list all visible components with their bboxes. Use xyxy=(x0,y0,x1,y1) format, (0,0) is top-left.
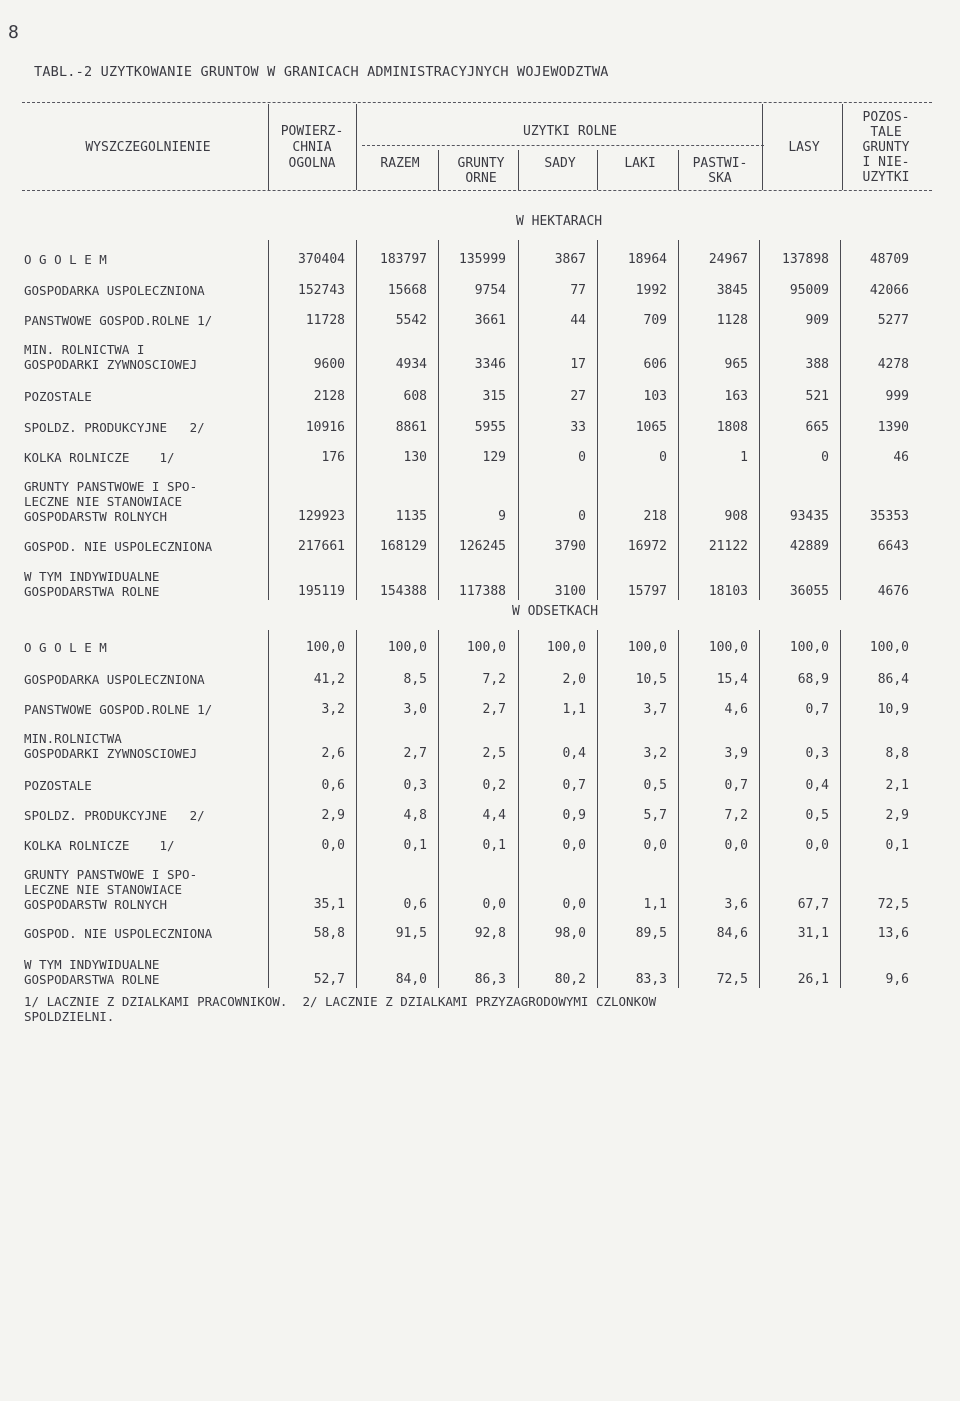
table-cell: 36055 xyxy=(789,584,829,599)
table-cell: 315 xyxy=(482,389,506,404)
table-cell: 3867 xyxy=(554,252,586,267)
table-cell: 2,9 xyxy=(321,808,345,823)
table-cell: 0,0 xyxy=(643,838,667,853)
table-cell: 8,8 xyxy=(885,746,909,761)
table-cell: 3,6 xyxy=(724,897,748,912)
table-cell: 176 xyxy=(321,450,345,465)
table-cell: 0,7 xyxy=(724,778,748,793)
table-cell: 137898 xyxy=(782,252,829,267)
table-cell: 8,5 xyxy=(403,672,427,687)
table-cell: 218 xyxy=(643,509,667,524)
table-cell: 44 xyxy=(570,313,586,328)
table-cell: 58,8 xyxy=(313,926,345,941)
table-cell: 86,3 xyxy=(474,972,506,987)
table-cell: 26,1 xyxy=(797,972,829,987)
table-cell: 135999 xyxy=(459,252,506,267)
table-cell: 100,0 xyxy=(708,640,748,655)
table-cell: 370404 xyxy=(298,252,345,267)
table-cell: 46 xyxy=(893,450,909,465)
table-cell: 9 xyxy=(498,509,506,524)
table-cell: 0,2 xyxy=(482,778,506,793)
table-cell: 103 xyxy=(643,389,667,404)
header-powierzchnia-1: POWIERZ- xyxy=(280,124,344,139)
row-label: GOSPODARKA USPOLECZNIONA xyxy=(24,672,205,687)
header-column-separator xyxy=(678,150,679,190)
table-cell: 0,0 xyxy=(805,838,829,853)
header-column-separator xyxy=(842,104,843,190)
table-cell: 4934 xyxy=(395,357,427,372)
header-pozostale-4: I NIE- xyxy=(862,155,910,170)
table-cell: 2,1 xyxy=(885,778,909,793)
table-cell: 68,9 xyxy=(797,672,829,687)
table-cell: 100,0 xyxy=(546,640,586,655)
table-cell: 41,2 xyxy=(313,672,345,687)
table-cell: 89,5 xyxy=(635,926,667,941)
row-label: KOLKA ROLNICZE 1/ xyxy=(24,838,175,853)
header-uzytki-rolne: UZYTKI ROLNE xyxy=(523,124,617,139)
column-separator xyxy=(518,240,519,600)
table-cell: 0,9 xyxy=(562,808,586,823)
table-cell: 35,1 xyxy=(313,897,345,912)
table-cell: 126245 xyxy=(459,539,506,554)
table-cell: 129 xyxy=(482,450,506,465)
column-separator xyxy=(597,240,598,600)
header-pozostale-2: TALE xyxy=(870,125,902,140)
row-label: KOLKA ROLNICZE 1/ xyxy=(24,450,175,465)
table-cell: 0,4 xyxy=(562,746,586,761)
header-pozostale-1: POZOS- xyxy=(862,110,910,125)
header-column-separator xyxy=(438,150,439,190)
table-cell: 5277 xyxy=(877,313,909,328)
table-cell: 92,8 xyxy=(474,926,506,941)
table-cell: 129923 xyxy=(298,509,345,524)
table-cell: 0,1 xyxy=(885,838,909,853)
header-pastwiska-1: PASTWI- xyxy=(692,156,748,171)
table-cell: 608 xyxy=(403,389,427,404)
table-cell: 0 xyxy=(821,450,829,465)
table-cell: 0,3 xyxy=(403,778,427,793)
column-separator xyxy=(356,240,357,600)
table-cell: 0,1 xyxy=(482,838,506,853)
table-cell: 388 xyxy=(805,357,829,372)
table-cell: 1992 xyxy=(635,283,667,298)
table-cell: 168129 xyxy=(380,539,427,554)
row-label: GOSPOD. NIE USPOLECZNIONA xyxy=(24,926,213,941)
header-column-separator xyxy=(518,150,519,190)
table-cell: 18964 xyxy=(627,252,667,267)
table-cell: 42889 xyxy=(789,539,829,554)
table-cell: 72,5 xyxy=(877,897,909,912)
table-cell: 15668 xyxy=(387,283,427,298)
table-cell: 183797 xyxy=(380,252,427,267)
table-cell: 0 xyxy=(578,509,586,524)
table-cell: 4676 xyxy=(877,584,909,599)
table-cell: 1808 xyxy=(716,420,748,435)
header-razem: RAZEM xyxy=(380,156,420,171)
header-column-separator xyxy=(597,150,598,190)
table-cell: 10,9 xyxy=(877,702,909,717)
column-separator xyxy=(678,630,679,988)
table-cell: 2,7 xyxy=(403,746,427,761)
table-cell: 1,1 xyxy=(562,702,586,717)
header-lasy: LASY xyxy=(788,140,820,155)
table-cell: 0,6 xyxy=(403,897,427,912)
table-cell: 1065 xyxy=(635,420,667,435)
table-cell: 606 xyxy=(643,357,667,372)
table-cell: 16972 xyxy=(627,539,667,554)
row-label: POZOSTALE xyxy=(24,389,92,404)
table-cell: 3,0 xyxy=(403,702,427,717)
header-powierzchnia-3: OGOLNA xyxy=(288,156,336,171)
uzytki-rolne-rule xyxy=(362,145,764,146)
table-cell: 8861 xyxy=(395,420,427,435)
table-cell: 0,7 xyxy=(805,702,829,717)
table-cell: 15,4 xyxy=(716,672,748,687)
table-cell: 35353 xyxy=(869,509,909,524)
header-column-separator xyxy=(268,104,269,190)
table-cell: 11728 xyxy=(305,313,345,328)
table-cell: 3346 xyxy=(474,357,506,372)
table-cell: 0,0 xyxy=(562,838,586,853)
row-label: POZOSTALE xyxy=(24,778,92,793)
table-cell: 17 xyxy=(570,357,586,372)
row-label: PANSTWOWE GOSPOD.ROLNE 1/ xyxy=(24,313,213,328)
table-cell: 7,2 xyxy=(724,808,748,823)
header-grunty-orne-2: ORNE xyxy=(465,171,497,186)
header-pastwiska-2: SKA xyxy=(708,171,732,186)
row-label: SPOLDZ. PRODUKCYJNE 2/ xyxy=(24,420,205,435)
table-cell: 100,0 xyxy=(305,640,345,655)
row-label: O G O L E M xyxy=(24,640,107,655)
table-cell: 4,4 xyxy=(482,808,506,823)
row-label: PANSTWOWE GOSPOD.ROLNE 1/ xyxy=(24,702,213,717)
table-cell: 3100 xyxy=(554,584,586,599)
header-column-separator xyxy=(356,104,357,190)
row-label: W TYM INDYWIDUALNE GOSPODARSTWA ROLNE xyxy=(24,957,160,987)
table-cell: 3,7 xyxy=(643,702,667,717)
table-cell: 999 xyxy=(885,389,909,404)
table-cell: 4,6 xyxy=(724,702,748,717)
column-separator xyxy=(438,240,439,600)
table-cell: 0,7 xyxy=(562,778,586,793)
table-cell: 27 xyxy=(570,389,586,404)
table-cell: 48709 xyxy=(869,252,909,267)
table-cell: 130 xyxy=(403,450,427,465)
table-cell: 0,4 xyxy=(805,778,829,793)
table-cell: 3,2 xyxy=(321,702,345,717)
table-cell: 2128 xyxy=(313,389,345,404)
table-cell: 3790 xyxy=(554,539,586,554)
header-pozostale-5: UZYTKI xyxy=(862,170,910,185)
footnote: 1/ LACZNIE Z DZIALKAMI PRACOWNIKOW. 2/ LACZNIE Z DZIALKAMI PRZYZAGRODOWYMI CZLONKOW SPOLDZIELNI. xyxy=(24,994,657,1024)
table-cell: 77 xyxy=(570,283,586,298)
table-cell: 0,0 xyxy=(562,897,586,912)
header-sady: SADY xyxy=(544,156,576,171)
table-cell: 0,0 xyxy=(724,838,748,853)
table-cell: 33 xyxy=(570,420,586,435)
table-cell: 84,6 xyxy=(716,926,748,941)
table-cell: 9754 xyxy=(474,283,506,298)
table-cell: 52,7 xyxy=(313,972,345,987)
table-cell: 18103 xyxy=(708,584,748,599)
table-cell: 217661 xyxy=(298,539,345,554)
table-cell: 1,1 xyxy=(643,897,667,912)
table-cell: 100,0 xyxy=(387,640,427,655)
row-label: MIN. ROLNICTWA I GOSPODARKI ZYWNOSCIOWEJ xyxy=(24,342,198,372)
table-cell: 0,6 xyxy=(321,778,345,793)
table-cell: 163 xyxy=(724,389,748,404)
table-title: TABL.-2 UZYTKOWANIE GRUNTOW W GRANICACH ADMINISTRACYJNYCH WOJEWODZTWA xyxy=(34,64,609,80)
row-label: O G O L E M xyxy=(24,252,107,267)
table-cell: 9,6 xyxy=(885,972,909,987)
table-cell: 6643 xyxy=(877,539,909,554)
table-cell: 154388 xyxy=(380,584,427,599)
table-cell: 72,5 xyxy=(716,972,748,987)
table-cell: 24967 xyxy=(708,252,748,267)
table-cell: 0 xyxy=(578,450,586,465)
header-powierzchnia-2: CHNIA xyxy=(292,140,332,155)
table-cell: 95009 xyxy=(789,283,829,298)
table-cell: 2,0 xyxy=(562,672,586,687)
table-cell: 100,0 xyxy=(466,640,506,655)
row-label: GOSPOD. NIE USPOLECZNIONA xyxy=(24,539,213,554)
table-cell: 3,9 xyxy=(724,746,748,761)
table-cell: 0,5 xyxy=(643,778,667,793)
section-hektary: W HEKTARACH xyxy=(516,214,603,229)
column-separator xyxy=(678,240,679,600)
table-cell: 86,4 xyxy=(877,672,909,687)
column-separator xyxy=(759,630,760,988)
header-laki: LAKI xyxy=(624,156,656,171)
table-cell: 7,2 xyxy=(482,672,506,687)
table-cell: 0,5 xyxy=(805,808,829,823)
table-cell: 0,0 xyxy=(321,838,345,853)
header-bottom-rule xyxy=(22,190,932,191)
page-number: 8 xyxy=(8,22,19,43)
table-cell: 0 xyxy=(659,450,667,465)
section-odsetki: W ODSETKACH xyxy=(512,604,599,619)
table-cell: 0,3 xyxy=(805,746,829,761)
row-label: GRUNTY PANSTWOWE I SPO- LECZNE NIE STANOWIACE GOSPODARSTW ROLNYCH xyxy=(24,479,198,524)
table-cell: 9600 xyxy=(313,357,345,372)
table-cell: 117388 xyxy=(459,584,506,599)
table-cell: 709 xyxy=(643,313,667,328)
column-separator xyxy=(438,630,439,988)
table-cell: 31,1 xyxy=(797,926,829,941)
row-label: GOSPODARKA USPOLECZNIONA xyxy=(24,283,205,298)
table-cell: 2,9 xyxy=(885,808,909,823)
header-wyszczegolnienie: WYSZCZEGOLNIENIE xyxy=(85,140,211,155)
column-separator xyxy=(840,630,841,988)
table-cell: 84,0 xyxy=(395,972,427,987)
table-cell: 195119 xyxy=(298,584,345,599)
table-cell: 909 xyxy=(805,313,829,328)
table-cell: 4278 xyxy=(877,357,909,372)
table-cell: 3845 xyxy=(716,283,748,298)
table-cell: 2,6 xyxy=(321,746,345,761)
header-grunty-orne-1: GRUNTY xyxy=(457,156,505,171)
table-cell: 1135 xyxy=(395,509,427,524)
table-cell: 21122 xyxy=(708,539,748,554)
column-separator xyxy=(268,240,269,600)
table-cell: 0,0 xyxy=(482,897,506,912)
table-cell: 5,7 xyxy=(643,808,667,823)
table-cell: 10916 xyxy=(305,420,345,435)
table-cell: 91,5 xyxy=(395,926,427,941)
table-cell: 3661 xyxy=(474,313,506,328)
table-cell: 2,5 xyxy=(482,746,506,761)
header-top-rule xyxy=(22,102,932,103)
table-cell: 80,2 xyxy=(554,972,586,987)
table-cell: 4,8 xyxy=(403,808,427,823)
column-separator xyxy=(268,630,269,988)
table-cell: 83,3 xyxy=(635,972,667,987)
column-separator xyxy=(597,630,598,988)
table-cell: 665 xyxy=(805,420,829,435)
table-cell: 2,7 xyxy=(482,702,506,717)
table-cell: 1128 xyxy=(716,313,748,328)
table-cell: 13,6 xyxy=(877,926,909,941)
table-cell: 1 xyxy=(740,450,748,465)
header-column-separator xyxy=(762,104,763,190)
column-separator xyxy=(518,630,519,988)
table-cell: 908 xyxy=(724,509,748,524)
table-cell: 152743 xyxy=(298,283,345,298)
table-cell: 100,0 xyxy=(627,640,667,655)
table-cell: 965 xyxy=(724,357,748,372)
row-label: GRUNTY PANSTWOWE I SPO- LECZNE NIE STANOWIACE GOSPODARSTW ROLNYCH xyxy=(24,867,198,912)
table-cell: 100,0 xyxy=(789,640,829,655)
header-pozostale-3: GRUNTY xyxy=(862,140,910,155)
table-cell: 15797 xyxy=(627,584,667,599)
table-cell: 100,0 xyxy=(869,640,909,655)
table-cell: 93435 xyxy=(789,509,829,524)
column-separator xyxy=(356,630,357,988)
table-cell: 10,5 xyxy=(635,672,667,687)
row-label: SPOLDZ. PRODUKCYJNE 2/ xyxy=(24,808,205,823)
column-separator xyxy=(840,240,841,600)
table-cell: 42066 xyxy=(869,283,909,298)
table-cell: 3,2 xyxy=(643,746,667,761)
table-cell: 98,0 xyxy=(554,926,586,941)
column-separator xyxy=(759,240,760,600)
table-cell: 0,1 xyxy=(403,838,427,853)
table-cell: 5542 xyxy=(395,313,427,328)
row-label: MIN.ROLNICTWA GOSPODARKI ZYWNOSCIOWEJ xyxy=(24,731,198,761)
row-label: W TYM INDYWIDUALNE GOSPODARSTWA ROLNE xyxy=(24,569,160,599)
table-cell: 1390 xyxy=(877,420,909,435)
table-cell: 5955 xyxy=(474,420,506,435)
table-cell: 67,7 xyxy=(797,897,829,912)
table-cell: 521 xyxy=(805,389,829,404)
